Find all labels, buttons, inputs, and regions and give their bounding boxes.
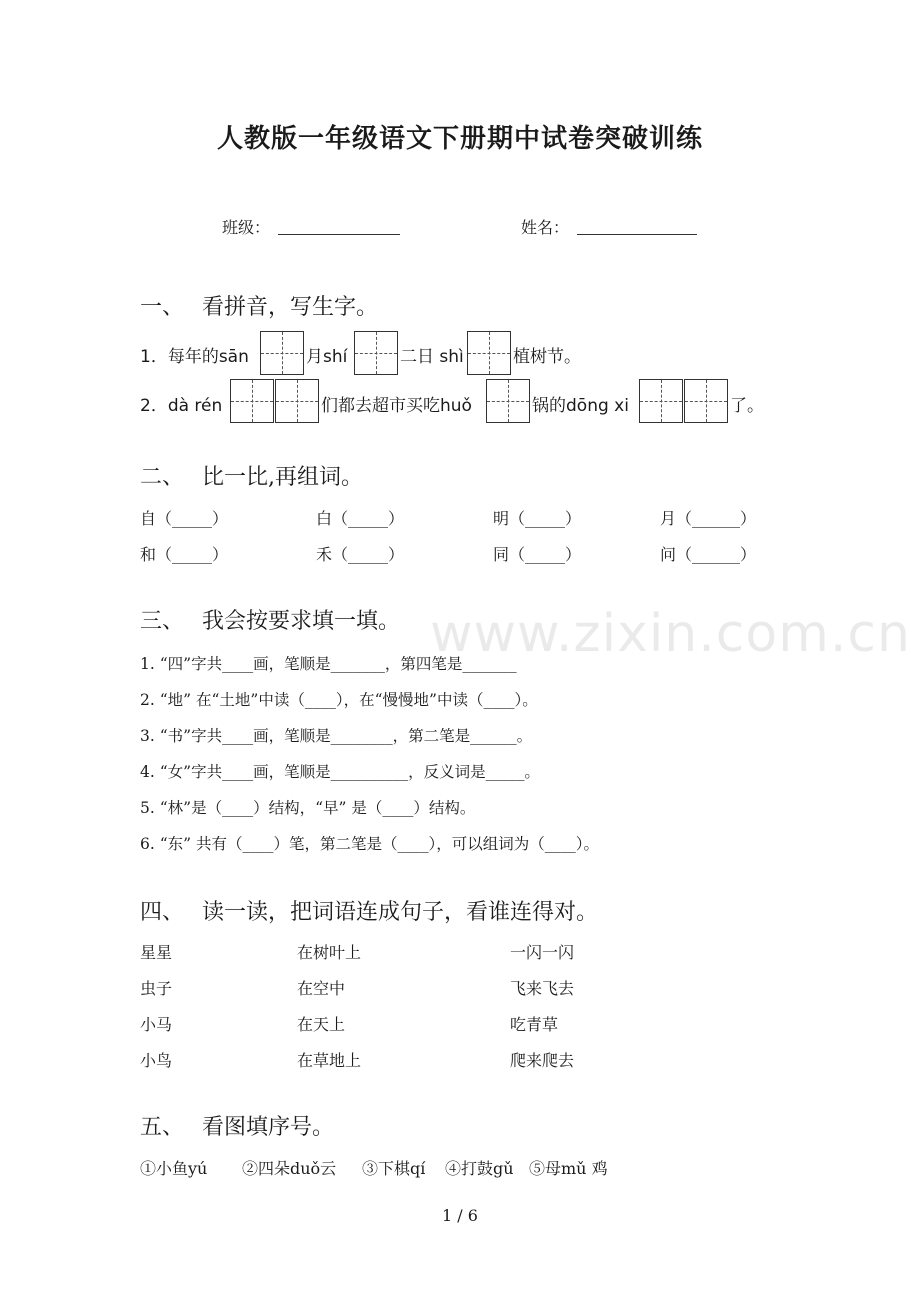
page-title: 人教版一年级语文下册期中试卷突破训练 — [216, 124, 703, 154]
compare-item: 明（_____） — [493, 509, 582, 528]
watermark: www.zixin.com.cn — [430, 604, 911, 664]
section-number: 二、 — [140, 465, 185, 490]
match-word: 在空中 — [297, 979, 346, 998]
section-number: 三、 — [140, 609, 185, 634]
fill-line: 4. “女”字共____画，笔顺是__________，反义词是_____。 — [140, 763, 540, 781]
match-word: 小鸟 — [140, 1051, 173, 1070]
s1-line2-text1: 们都去超市买吃huǒ — [321, 396, 472, 416]
fill-line: 5. “林”是（____）结构，“早” 是（____）结构。 — [140, 799, 476, 817]
name-blank[interactable] — [577, 234, 697, 235]
tianzi-box[interactable] — [467, 331, 511, 375]
section-title: 比一比,再组词。 — [202, 465, 363, 490]
tianzi-box[interactable] — [275, 379, 319, 423]
match-word: 一闪一闪 — [510, 943, 575, 962]
s1-line2-text3: 了。 — [730, 396, 764, 416]
section-title: 看拼音，写生字。 — [202, 295, 379, 320]
section-number: 五、 — [140, 1115, 185, 1140]
picture-item: ①小鱼yú — [140, 1159, 208, 1178]
fill-line: 3. “书”字共____画，笔顺是________，第二笔是______。 — [140, 727, 533, 745]
tianzi-box[interactable] — [354, 331, 398, 375]
compare-item: 白（_____） — [316, 509, 405, 528]
match-word: 吃青草 — [510, 1015, 559, 1034]
section-number: 四、 — [140, 900, 185, 925]
fill-line: 1. “四”字共____画，笔顺是_______，第四笔是_______ — [140, 655, 517, 673]
section-title: 我会按要求填一填。 — [202, 609, 401, 634]
match-word: 虫子 — [140, 979, 173, 998]
section-3-heading — [140, 604, 400, 635]
compare-item: 同（_____） — [493, 545, 582, 564]
picture-item: ③下棋qí — [362, 1159, 426, 1178]
section-1-heading — [140, 290, 378, 321]
section-4-heading — [140, 895, 598, 926]
s1-line2-text2: 锅的dōng xi — [532, 396, 629, 416]
fill-line: 2. “地” 在“土地”中读（____），在“慢慢地”中读（____）。 — [140, 691, 538, 709]
picture-item: ②四朵duǒ云 — [242, 1159, 337, 1178]
tianzi-box[interactable] — [684, 379, 728, 423]
section-title: 看图填序号。 — [202, 1115, 335, 1140]
class-label: 班级： — [222, 218, 271, 237]
s1-line2-prefix: 2．dà rén — [140, 396, 223, 416]
s1-line1-prefix: 1．每年的sān — [140, 347, 249, 367]
s1-line1-text3: 植树节。 — [513, 347, 581, 367]
section-title: 读一读，把词语连成句子，看谁连得对。 — [202, 900, 599, 925]
compare-item: 月（______） — [660, 509, 757, 528]
s1-line1-text1: 月shí — [306, 347, 348, 367]
match-word: 爬来爬去 — [510, 1051, 575, 1070]
picture-item: ④打鼓gǔ — [445, 1159, 514, 1178]
match-word: 星星 — [140, 943, 173, 962]
section-2-heading — [140, 460, 363, 491]
picture-item: ⑤母mǔ 鸡 — [529, 1159, 608, 1178]
match-word: 在树叶上 — [297, 943, 362, 962]
fill-line: 6. “东” 共有（____）笔，第二笔是（____），可以组词为（____）。 — [140, 835, 599, 853]
section-number: 一、 — [140, 295, 185, 320]
compare-item: 自（_____） — [140, 509, 229, 528]
tianzi-box[interactable] — [486, 379, 530, 423]
tianzi-box[interactable] — [260, 331, 304, 375]
match-word: 在天上 — [297, 1015, 346, 1034]
page-number: 1 / 6 — [442, 1206, 478, 1225]
class-blank[interactable] — [278, 234, 400, 235]
compare-item: 问（______） — [660, 545, 757, 564]
tianzi-box[interactable] — [639, 379, 683, 423]
s1-line1-text2: 二日 shì — [400, 347, 464, 367]
match-word: 飞来飞去 — [510, 979, 575, 998]
match-word: 在草地上 — [297, 1051, 362, 1070]
compare-item: 和（_____） — [140, 545, 229, 564]
tianzi-box[interactable] — [230, 379, 274, 423]
compare-item: 禾（_____） — [316, 545, 405, 564]
name-label: 姓名： — [521, 218, 570, 237]
section-5-heading — [140, 1110, 334, 1141]
match-word: 小马 — [140, 1015, 173, 1034]
